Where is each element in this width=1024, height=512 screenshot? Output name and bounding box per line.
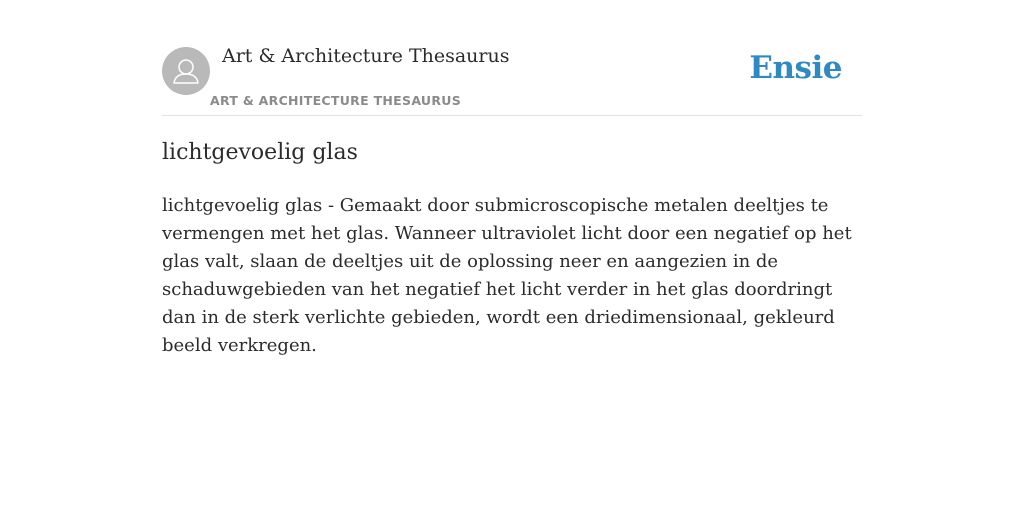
user-silhouette-icon bbox=[162, 47, 210, 95]
definition-text: lichtgevoelig glas - Gemaakt door submicroscopische metalen deeltjes te vermengen met het glas. Wanneer ultraviolet licht door een negatief op het glas valt, slaan de deeltjes uit de oplossing neer en aangezien in de schaduwgebieden van het negatief het licht verder in het glas doordringt dan in de sterk verlichte gebieden, wordt een driedimensionaal, gekleurd beeld verkregen. bbox=[162, 195, 852, 356]
brand-logo[interactable]: Ensie bbox=[749, 50, 842, 86]
avatar[interactable] bbox=[162, 47, 210, 95]
author-subtitle[interactable]: ART & ARCHITECTURE THESAURUS bbox=[210, 93, 462, 108]
author-header bbox=[162, 40, 862, 116]
author-name[interactable]: Art & Architecture Thesaurus bbox=[222, 45, 510, 67]
page-title: lichtgevoelig glas bbox=[162, 140, 358, 165]
